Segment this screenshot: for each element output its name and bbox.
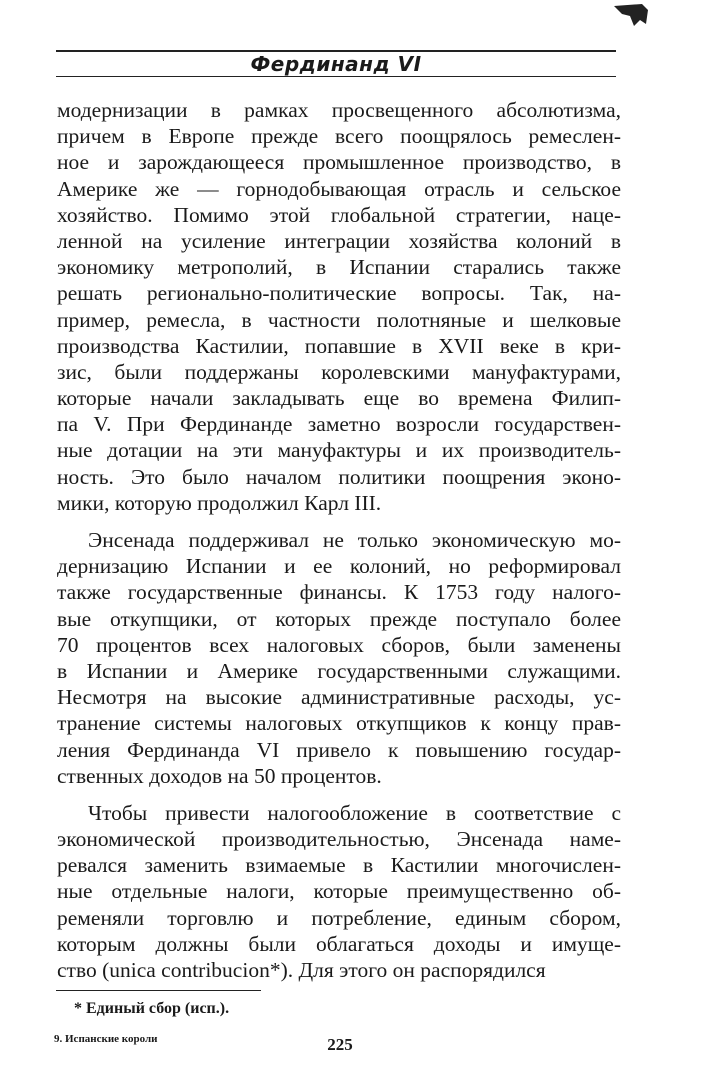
text-line: в Испании и Америке государственными служащими. <box>57 658 621 683</box>
text-line: ное и зарождающееся промышленное производство, в <box>57 150 621 175</box>
paragraph <box>57 97 621 516</box>
text-line: Чтобы привести налогообложение в соответствие с <box>88 800 621 825</box>
text-line: ные отдельные налоги, которые преимущественно об- <box>57 879 621 904</box>
footer-left-text: 9. Испанские короли <box>54 1033 158 1045</box>
footnote-rule <box>56 990 261 991</box>
text-line: хозяйство. Помимо этой глобальной стратегии, наце- <box>57 202 621 227</box>
running-head <box>56 50 616 77</box>
corner-ink-mark <box>612 2 650 28</box>
text-line: ления Фердинанда VI привело к повышению государ- <box>57 737 621 762</box>
text-line: дернизацию Испании и ее колоний, но реформировал <box>57 554 621 579</box>
text-line: ременяли торговлю и потребление, единым сбором, <box>57 905 621 930</box>
body-text <box>57 97 621 983</box>
paragraph-gap <box>57 789 621 800</box>
text-line: которые начали закладывать еще во времена Филип- <box>57 386 621 411</box>
text-line: мики, которую продолжил Карл III. <box>57 490 382 515</box>
text-line: модернизации в рамках просвещенного абсолютизма, <box>57 98 621 122</box>
running-title: Фердинанд VI <box>250 52 422 76</box>
paragraph <box>57 527 621 789</box>
text-line: решать регионально-политические вопросы. Так, на- <box>57 281 621 306</box>
text-line: 70 процентов всех налоговых сборов, были заменены <box>57 632 621 657</box>
paragraph <box>57 800 621 983</box>
text-line: экономику метрополий, в Испании старались также <box>57 255 621 280</box>
text-line: Несмотря на высокие административные расходы, ус- <box>57 685 621 710</box>
text-line: ность. Это было началом политики поощрения эконо- <box>57 464 621 489</box>
page-number: 225 <box>327 1035 353 1054</box>
paragraph-gap <box>57 516 621 527</box>
text-line: причем в Европе прежде всего поощрялось ремеслен- <box>57 124 621 149</box>
text-line: ные дотации на эти мануфактуры и их производитель- <box>57 438 621 463</box>
text-line: ленной на усиление интеграции хозяйства колоний в <box>57 228 621 253</box>
text-line: ство (unica contribucion*). Для этого он распорядился <box>57 958 546 982</box>
text-line: экономической производительностью, Энсенада наме- <box>57 827 621 852</box>
text-line: транение системы налоговых откупщиков к концу прав- <box>57 711 621 736</box>
text-line: которым должны были облагаться доходы и имуще- <box>57 931 621 956</box>
text-line: производства Кастилии, попавшие в XVII веке в кри- <box>57 333 621 358</box>
text-line: также государственные финансы. К 1753 году налого- <box>57 580 621 605</box>
text-line: ревался заменить взимаемые в Кастилии многочислен- <box>57 853 621 878</box>
footnote: * Единый сбор (исп.). <box>74 1000 230 1017</box>
text-line: ственных доходов на 50 процентов. <box>57 763 382 788</box>
text-line: Америке же — горнодобывающая отрасль и сельское <box>57 176 621 201</box>
text-line: вые откупщики, от которых прежде поступало более <box>57 606 621 631</box>
text-line: пример, ремесла, в частности полотняные и шелковые <box>57 307 621 332</box>
text-line: зис, были поддержаны королевскими мануфактурами, <box>57 359 621 384</box>
text-line: па V. При Фердинанде заметно возросли государствен- <box>57 412 621 437</box>
text-line: Энсенада поддерживал не только экономическую мо- <box>88 528 621 552</box>
